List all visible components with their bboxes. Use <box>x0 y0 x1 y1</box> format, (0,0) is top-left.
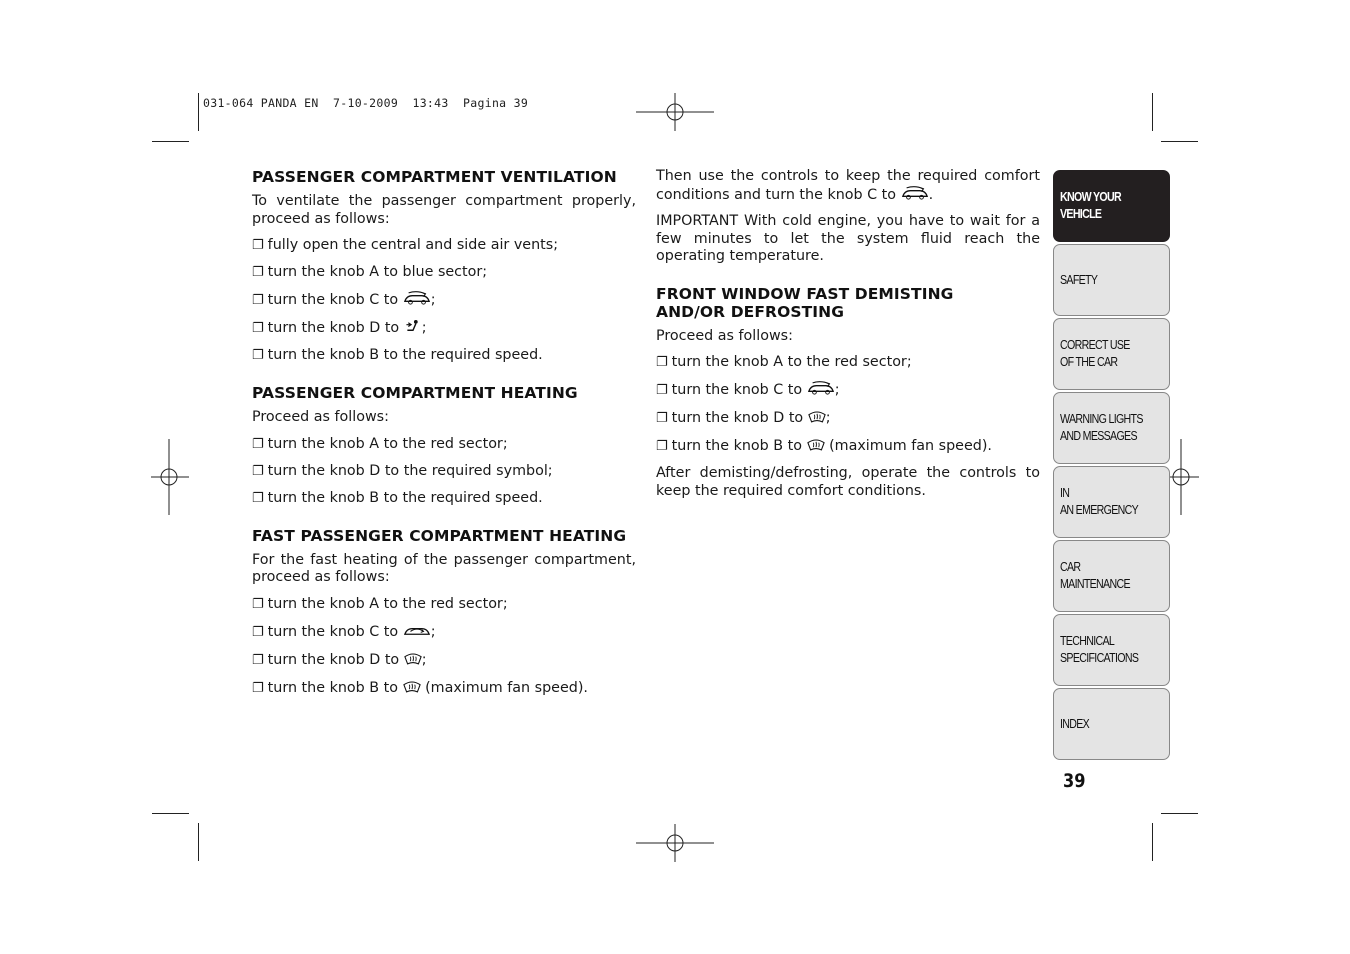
crop-mark <box>198 93 199 131</box>
section-title: FRONT WINDOW FAST DEMISTING AND/OR DEFROSTING <box>656 284 954 321</box>
list-item: ❐ turn the knob C to ; <box>656 382 840 398</box>
crop-mark <box>198 823 199 861</box>
tab-warning-lights[interactable] <box>1053 392 1170 464</box>
checkbox-bullet-icon: ❐ <box>252 238 264 253</box>
section-intro: For the fast heating of the passenger compartment, proceed as follows: <box>252 551 636 585</box>
page-number: 39 <box>1063 770 1086 792</box>
checkbox-bullet-icon: ❐ <box>252 265 264 280</box>
right-column <box>656 168 1040 509</box>
tab-label: CAR MAINTENANCE <box>1060 560 1130 591</box>
checkbox-bullet-icon: ❐ <box>252 436 264 452</box>
list-item: ❐ turn the knob B to the required speed. <box>252 489 543 506</box>
list-item: ❐ turn the knob B to the required speed. <box>252 347 543 363</box>
checkbox-bullet-icon: ❐ <box>252 680 264 696</box>
registration-mark-icon <box>151 439 189 515</box>
checkbox-bullet-icon: ❐ <box>656 355 668 370</box>
list-item: ❐ fully open the central and side air vents; <box>252 237 559 253</box>
crop-mark <box>152 141 189 142</box>
tab-label: CORRECT USE OF THE CAR <box>1060 338 1130 369</box>
list-item: ❐ turn the knob D to ; <box>252 651 427 668</box>
list-item: ❐ turn the knob D to ; <box>252 320 427 336</box>
checkbox-bullet-icon: ❐ <box>656 439 668 454</box>
list-item: ❐ turn the knob A to the red sector; <box>252 435 508 452</box>
checkbox-bullet-icon: ❐ <box>252 293 264 308</box>
crop-mark <box>1161 141 1198 142</box>
print-slug: 031-064 PANDA EN 7-10-2009 13:43 Pagina 39 <box>203 96 529 110</box>
section-intro: To ventilate the passenger compartment properly, proceed as follows: <box>252 193 636 227</box>
registration-mark-icon <box>636 824 714 862</box>
list-item: ❐ turn the knob A to the red sector; <box>656 354 912 370</box>
section-intro: Proceed as follows: <box>656 327 793 344</box>
checkbox-bullet-icon: ❐ <box>252 652 264 668</box>
registration-mark-icon <box>636 93 714 131</box>
air-recirculation-on-icon <box>403 623 431 638</box>
checkbox-bullet-icon: ❐ <box>656 411 668 426</box>
important-note: IMPORTANT With cold engine, you have to wait for a few minutes to let the system fluid reach the operating temperature. <box>656 213 1040 264</box>
list-item: ❐ turn the knob A to the red sector; <box>252 595 508 612</box>
tab-label: SAFETY <box>1060 272 1098 287</box>
left-column <box>252 168 636 707</box>
tab-label: INDEX <box>1060 716 1090 731</box>
checkbox-bullet-icon: ❐ <box>252 321 264 336</box>
tab-index[interactable] <box>1053 688 1170 760</box>
tab-know-your-vehicle[interactable] <box>1053 170 1170 242</box>
list-item: ❐ turn the knob D to the required symbol; <box>252 462 553 479</box>
checkbox-bullet-icon: ❐ <box>252 490 264 506</box>
tab-label: TECHNICAL SPECIFICATIONS <box>1060 634 1139 665</box>
crop-mark <box>1152 823 1153 861</box>
list-item: ❐ turn the knob B to (maximum fan speed). <box>252 679 588 696</box>
checkbox-bullet-icon: ❐ <box>252 348 264 363</box>
list-item: ❐ turn the knob B to (maximum fan speed). <box>656 438 992 454</box>
paragraph: Then use the controls to keep the required comfort conditions and turn the knob C to . <box>656 168 1040 203</box>
face-vent-icon <box>404 319 422 334</box>
air-recirculation-off-icon <box>901 186 929 201</box>
air-recirculation-off-icon <box>807 381 835 396</box>
tab-car-maintenance[interactable] <box>1053 540 1170 612</box>
windscreen-defrost-icon <box>403 679 421 694</box>
checkbox-bullet-icon: ❐ <box>252 463 264 479</box>
tab-label: IN AN EMERGENCY <box>1060 486 1139 517</box>
list-item: ❐ turn the knob C to ; <box>252 623 436 640</box>
paragraph: After demisting/defrosting, operate the controls to keep the required comfort conditions. <box>656 465 1040 499</box>
checkbox-bullet-icon: ❐ <box>252 596 264 612</box>
windscreen-defrost-icon <box>807 437 825 452</box>
tab-in-an-emergency[interactable] <box>1053 466 1170 538</box>
tab-label: KNOW YOUR VEHICLE <box>1060 190 1121 221</box>
tab-technical-specifications[interactable] <box>1053 614 1170 686</box>
air-recirculation-off-icon <box>403 291 431 306</box>
windscreen-defrost-icon <box>808 409 826 424</box>
tab-safety[interactable] <box>1053 244 1170 316</box>
checkbox-bullet-icon: ❐ <box>656 383 668 398</box>
list-item: ❐ turn the knob A to blue sector; <box>252 264 488 280</box>
crop-mark <box>152 813 189 814</box>
checkbox-bullet-icon: ❐ <box>252 624 264 640</box>
crop-mark <box>1152 93 1153 131</box>
crop-mark <box>1161 813 1198 814</box>
chapter-tabs <box>1053 170 1170 762</box>
section-title: FAST PASSENGER COMPARTMENT HEATING <box>252 526 627 545</box>
windscreen-defrost-icon <box>404 651 422 666</box>
tab-correct-use[interactable] <box>1053 318 1170 390</box>
section-title: PASSENGER COMPARTMENT HEATING <box>252 384 578 402</box>
list-item: ❐ turn the knob C to ; <box>252 292 436 308</box>
list-item: ❐ turn the knob D to ; <box>656 410 831 426</box>
section-title: PASSENGER COMPARTMENT VENTILATION <box>252 168 617 186</box>
section-intro: Proceed as follows: <box>252 409 389 425</box>
tab-label: WARNING LIGHTS AND MESSAGES <box>1060 412 1143 443</box>
